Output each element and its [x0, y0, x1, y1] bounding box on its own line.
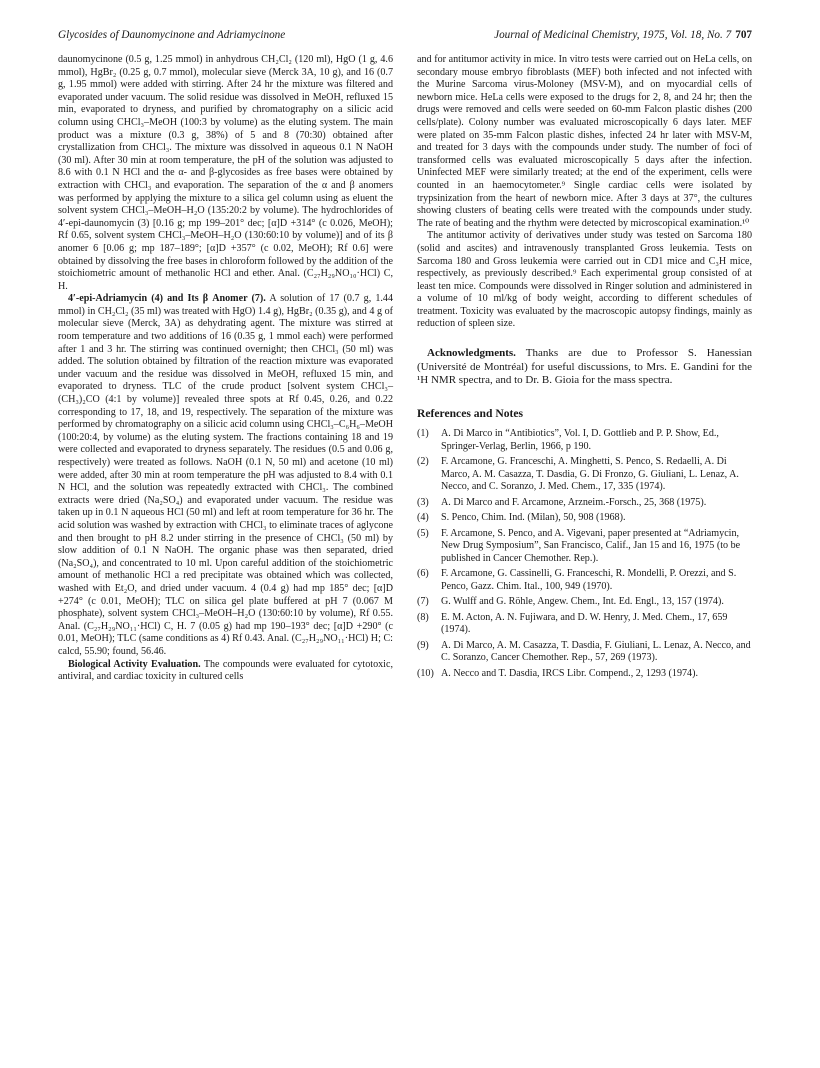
reference-text: F. Arcamone, G. Cassinelli, G. Franceschi, R. Mondelli, P. Orezzi, and S. Penco, Gazz. Chim. Ital., 100, 949 (1970).: [441, 568, 737, 592]
acknowledgments-paragraph: [417, 347, 752, 388]
section-heading-biological-activity: Biological Activity Evaluation.: [68, 658, 201, 670]
reference-item: [417, 512, 752, 525]
reference-list: [417, 428, 752, 680]
reference-number: (8): [417, 611, 429, 623]
running-head-journal: [494, 28, 752, 42]
reference-item: [417, 596, 752, 609]
reference-item: [417, 568, 752, 593]
reference-number: (10): [417, 667, 434, 679]
reference-number: (5): [417, 527, 429, 539]
reference-item: [417, 612, 752, 637]
reference-item: [417, 668, 752, 681]
reference-text: G. Wulff and G. Röhle, Angew. Chem., Int. Ed. Engl., 13, 157 (1974).: [441, 596, 724, 608]
reference-number: (2): [417, 456, 429, 468]
references-heading: References and Notes: [417, 406, 524, 420]
right-column: [417, 54, 752, 684]
journal-page: [58, 28, 752, 1048]
antitumor-paragraph: The antitumor activity of derivatives under study was tested on Sarcoma 180 (solid and ascites) and intravenously transplanted Gross leukemia. Tests on Sarcoma 180 and Gross leukemia were carried out in CD1 mice and C₃H mice, respectively, as previously described.⁹ Each experimental group consisted of at least ten mice. Compounds were dissolved in Ringer solution and administered in a volume of 10 ml/kg of body weight, according to different schedules of treatment. Toxicity was evaluated by the macroscopic autopsy findings, mainly as reduction of spleen size.: [417, 230, 752, 330]
journal-citation: Journal of Medicinal Chemistry, 1975, Vol. 18, No. 7: [494, 29, 732, 41]
reference-text: F. Arcamone, G. Franceschi, A. Minghetti, S. Penco, S. Redaelli, A. Di Marco, A. M. Casazza, T. Dasdia, G. Di Fronzo, G. Giuliani, L. Lenaz, A. Necco, and C. Soranzo, J. Med. Chem., 17, 335 (1974).: [441, 456, 739, 493]
reference-text: E. M. Acton, A. N. Fujiwara, and D. W. Henry, J. Med. Chem., 17, 659 (1974).: [441, 611, 728, 636]
reference-text: A. Necco and T. Dasdia, IRCS Libr. Compend., 2, 1293 (1974).: [441, 667, 698, 679]
running-head-title: Glycosides of Daunomycinone and Adriamycinone: [58, 29, 286, 41]
section-heading-epi-adriamycin: 4′-epi-Adriamycin (4) and Its β Anomer (7).: [68, 293, 266, 305]
reference-text: A. Di Marco and F. Arcamone, Arzneim.-Forsch., 25, 368 (1975).: [441, 496, 707, 508]
section-body-epi-adriamycin: A solution of 17 (0.7 g, 1.44 mmol) in CH₂Cl₂ (35 ml) was treated with HgO) 1.4 g), HgBr₂ (0.35 g), and 4 g of molecular sieve (Merck, 3A) as dehydrating agent. The mixture was stirred at room temperature and two additions of 16 (0.35 g, 1 mmol each) were performed after 1 and 3 hr. The stirring was continued overnight; then CHCl₃ (50 ml) was added. The solution obtained by filtration of the reaction mixture was evaporated under vacuum and the residue was dissolved in MeOH, refluxed 15 min, and evaporated to dryness. TLC of the crude product [solvent system CHCl₃–(CH₃)₂CO (4:1 by volume)] revealed three spots at Rf 0.45, 0.26, and 0.22 corresponding to 17, 18, and 19, respectively. The separation of the mixture was performed by chromatography on a silicic acid column using CHCl₃–C₆H₆–MeOH (100:20:4, by volume) as the eluting system. The fractions containing 18 and 19 were collected and evaporated to dryness separately. The residues (0.5 and 0.06 g, respectively) were treated as follows. NaOH (0.1 N, 50 ml) and acetone (10 ml) were added, after 30 min at room temperature the pH was adjusted to 8.4 with 0.1 N HCl, and the solution was repeatedly extracted with CHCl₃. The combined extracts were dried (Na₂SO₄) and evaporated under vacuum. The residue was taken up in 0.1 N aqueous HCl (50 ml) and left at room temperature for 36 hr. The acid solution was washed by extraction with CHCl₃ to eliminate traces of aglycone and then brought to pH 8.2 under stirring in the presence of CHCl₃ (50 ml) by slow addition of 0.1 N NaOH. The organic phase was then separated, dried (Na₂SO₄), and concentrated to 10 ml. Upon careful addition of the stoichiometric amount of methanolic HCl a red precipitate was obtained which was collected, washed with Et₂O, and dried under vacuum. 4 (0.4 g) had mp 185° dec; [α]D +274° (c 0.01, MeOH); TLC on silica gel plate buffered at pH 7 (0.067 M phosphate), solvent system CHCl₃–MeOH–H₂O (130:60:10 by volume), Rf 0.55. Anal. (C₂₇H₂₉NO₁₁·HCl) C, H. 7 (0.05 g) had mp 190–193° dec; [α]D +290° (c 0.01, MeOH); TLC (same conditions as 4) Rf 0.43. Anal. (C₂₇H₂₉NO₁₁·HCl) H; C: calcd, 55.90; found, 56.46.: [58, 293, 393, 657]
reference-item: [417, 456, 752, 494]
experimental-paragraph-daunomycin: daunomycinone (0.5 g, 1.25 mmol) in anhydrous CH₂Cl₂ (120 ml), HgO (1 g, 4.6 mmol), HgBr₂ (0.25 g, 0.7 mmol), molecular sieve (Merck 3A, 10 g), and 16 (0.7 g, 1.95 mmol) were added with stirring. After 24 hr the mixture was filtered and evaporated under vacuum. The solid residue was dissolved in MeOH, refluxed 15 min, evaporated to dryness, and purified by chromatography on a silicic acid column using CHCl₃–MeOH (100:3 by volume) as the eluting system. The main product was a mixture (0.3 g, 38%) of 5 and 8 (70:30) obtained after crystallization from CHCl₃. The mixture was dissolved in aqueous 0.1 N NaOH (30 ml). After 30 min at room temperature, the pH of the solution was adjusted to 8.6 with 0.1 N HCl and the α- and β-glycosides as free bases were obtained by extraction with CHCl₃ and evaporation. The separation of the α and β anomers was performed by applying the mixture to a silica gel column using as eluent the solvent system CHCl₃–MeOH–H₂O (135:20:2 by volume). The hydrochlorides of 4′-epi-daunomycin (3) [0.16 g; mp 199–201° dec; [α]D +314° (c 0.026, MeOH); Rf 0.65, solvent system CHCl₃–MeOH–H₂O (130:60:10 by volume)] and of its β anomer 6 [0.06 g; mp 187–189°; [α]D +357° (c 0.02, MeOH); Rf 0.6] were obtained by dissolving the free bases in chloroform followed by the addition of the stoichiometric amount of methanolic HCl and ether. Anal. (C₂₇H₂₉NO₁₀·HCl) C, H.: [58, 54, 393, 292]
reference-number: (3): [417, 496, 429, 508]
experimental-paragraph-adriamycin: [58, 293, 393, 658]
in-vitro-paragraph: and for antitumor activity in mice. In vitro tests were carried out on HeLa cells, on secondary mouse embryo fibroblasts (MEF) both infected and not infected with the Murine Sarcoma virus-Moloney (MSV-M), and on myocardial cells of newborn mice. HeLa cells were exposed to the drugs for 2, 8, and 24 hr; then the drugs were removed and cells were seeded on 60-mm Falcon plastic dishes (200 cells/plate). Colony number was evaluated microscopically 6 days later. MEF were plated on 35-mm Falcon plastic dishes, infected 24 hr later with MSV-M, and treated for 3 days with the compounds under study. The number of foci of transformed cells was evaluated microscopically 5 days after the infection. Uninfected MEF were similarly treated; at the end of the experiment, cells were counted in an haemocytometer.⁹ Single cardiac cells were isolated by trypsinization from the heart of newborn mice. After 3 days at 37°, the cultures showing clusters of beating cells were treated with the compounds under study. The rate of beating and the rhythm were detected by microscopical examination.¹⁰: [417, 54, 752, 229]
reference-item: [417, 497, 752, 510]
reference-text: A. Di Marco, A. M. Casazza, T. Dasdia, F. Giuliani, L. Lenaz, A. Necco, and C. Soranzo, Cancer Chemother. Rep., 57, 269 (1973).: [441, 639, 751, 664]
reference-item: [417, 528, 752, 566]
reference-item: [417, 428, 752, 453]
two-column-body: [58, 54, 752, 684]
reference-item: [417, 640, 752, 665]
reference-text: A. Di Marco in “Antibiotics”, Vol. I, D. Gottlieb and P. P. Show, Ed., Springer-Verlag, Berlin, 1966, p 190.: [441, 428, 719, 452]
reference-number: (6): [417, 568, 429, 580]
reference-number: (9): [417, 639, 429, 651]
biological-activity-paragraph: [58, 659, 393, 684]
page-number: 707: [735, 29, 752, 41]
acknowledgments-heading: Acknowledgments.: [427, 347, 516, 360]
running-head: [58, 28, 752, 44]
reference-number: (4): [417, 512, 429, 524]
acknowledgments-body: Thanks are due to Professor S. Hanessian (Université de Montréal) for useful discussions, to Mrs. E. Gandini for the ¹H NMR spectra, and to Dr. B. Gioia for the mass spectra.: [417, 347, 752, 387]
left-column: [58, 54, 393, 684]
section-body-biological-activity: The compounds were evaluated for cytotoxic, antiviral, and cardiac toxicity in cultured cells: [58, 658, 393, 683]
reference-text: F. Arcamone, S. Penco, and A. Vigevani, paper presented at “Adriamycin, New Drug Symposium”, San Francisco, Calif., Jan 15 and 16, 1975 (to be published in Cancer Chemother. Rep.).: [441, 527, 741, 564]
reference-number: (1): [417, 428, 429, 440]
reference-number: (7): [417, 596, 429, 608]
reference-text: S. Penco, Chim. Ind. (Milan), 50, 908 (1968).: [441, 512, 626, 524]
